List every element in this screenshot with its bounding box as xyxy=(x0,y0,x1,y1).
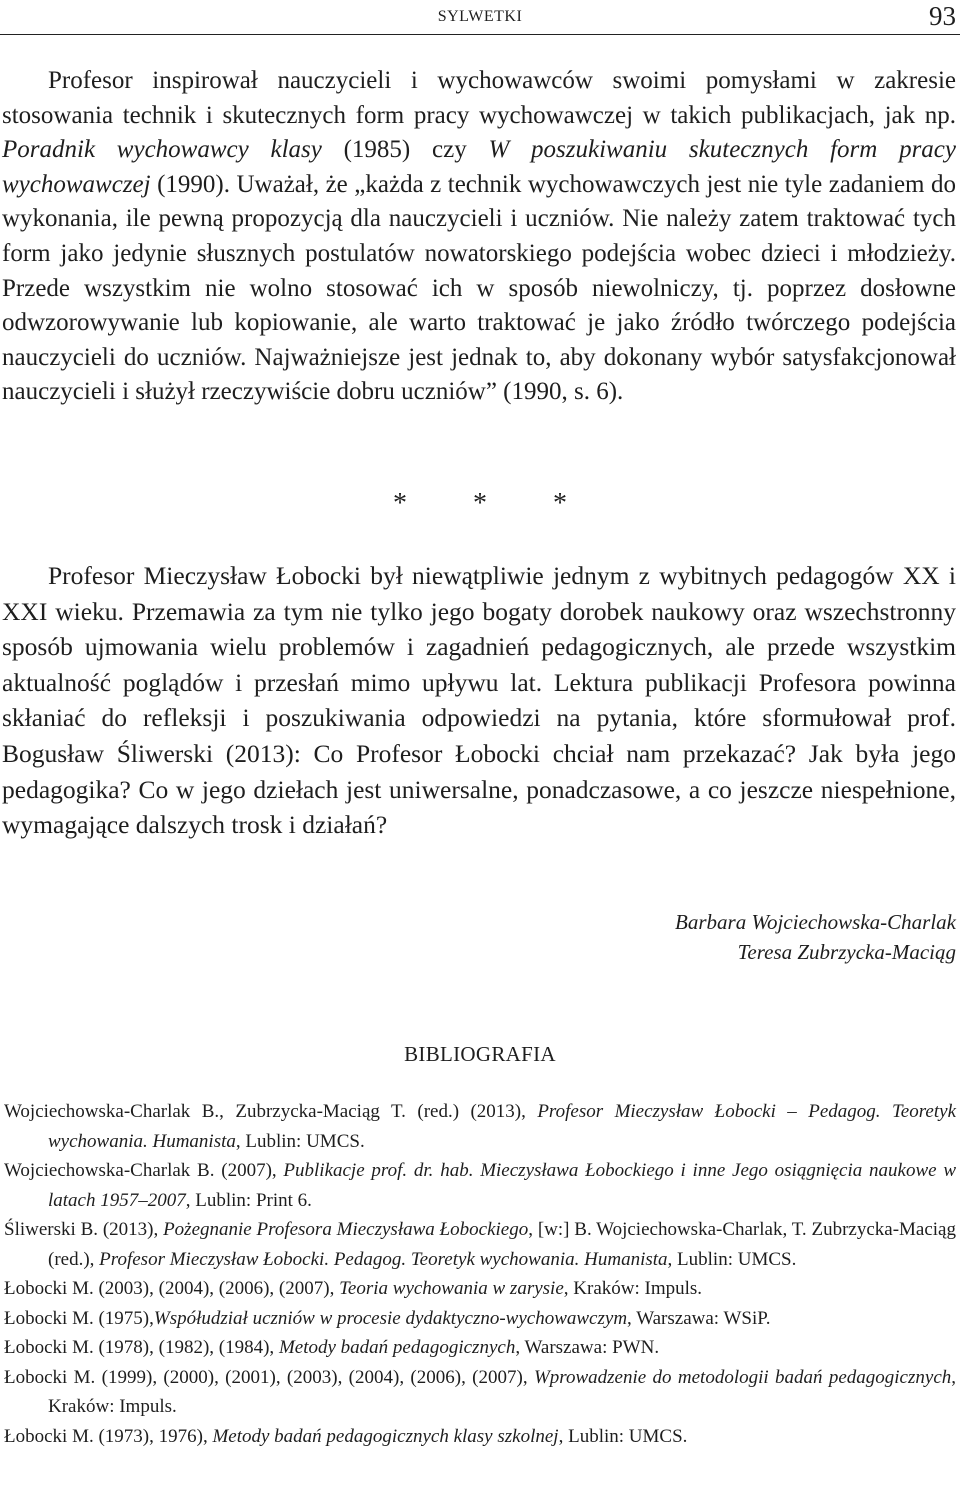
separator-asterisk: * xyxy=(393,488,407,519)
entry-book-title: Profesor Mieczysław Łobocki. Pedagog. Teoretyk wychowania. Humanista xyxy=(99,1248,668,1270)
entry-author: Łobocki M. (2003), (2004), (2006), (2007), xyxy=(4,1278,340,1299)
running-title: SYLWETKI xyxy=(437,8,523,25)
bibliography-entry xyxy=(4,1304,956,1334)
entry-author: Łobocki M. (1975), xyxy=(4,1307,154,1329)
bibliography-entry xyxy=(4,1215,956,1274)
book-title: W poszukiwaniu skutecznych form pracy wychowawczej xyxy=(2,136,956,198)
entry-title: Profesor Mieczysław Łobocki – Pedagog. Teoretyk wychowania. Humanista xyxy=(48,1101,957,1152)
bibliography-entry xyxy=(4,1333,956,1363)
author-signature: Barbara Wojciechowska-Charlak xyxy=(675,910,956,934)
entry-publisher: , Lublin: UMCS. xyxy=(667,1248,797,1270)
separator-asterisk: * xyxy=(553,488,567,519)
entry-publisher: , Lublin: Print 6. xyxy=(185,1189,312,1211)
page-number: 93 xyxy=(929,1,956,31)
entry-author: Łobocki M. (1978), (1982), (1984), xyxy=(4,1337,279,1358)
bibliography-entry xyxy=(4,1274,956,1304)
entry-title: Współudział uczniów w procesie dydaktyczno-wychowawczym xyxy=(153,1307,628,1329)
entry-publisher: , Kraków: Impuls. xyxy=(48,1366,957,1417)
entry-author: Łobocki M. (1999), (2000), (2001), (2003), (2004), (2006), (2007), xyxy=(4,1366,534,1388)
paragraph-text: Profesor Mieczysław Łobocki był niewątpliwie jednym z wybitnych pedagogów XX i XXI wieku. Przemawia za tym nie tylko jego bogaty dorobek naukowy oraz wszechstronny sposób ujmowania wielu problemów i zagadnień pedagogicznych, ale przede wszystkim aktualność poglądów i przesłań mimo upływu lat. Lektura publikacji Profesora powinna skłaniać do refleksji i poszukiwania odpowiedzi na pytania, które sformułował prof. Bogusław Śliwerski (2013): Co Profesor Łobocki chciał nam przekazać? Jak była jego pedagogika? Co w jego dziełach jest uniwersalne, ponadczasowe, a co jeszcze niespełnione, wymagające dalszych trosk i działań? xyxy=(2,561,956,840)
separator-asterisk: * xyxy=(473,488,487,519)
paragraph-text: Profesor inspirował nauczycieli i wychowawców swoimi pomysłami w zakresie stosowania technik i skutecznych form pracy wychowawczej w takich publikacjach, jak np. xyxy=(2,67,956,129)
entry-publisher: , Warszawa: PWN. xyxy=(515,1337,660,1358)
entry-title: Publikacje prof. dr. hab. Mieczysława Łobockiego i inne Jego osiągnięcia naukowe w latach 1957–2007 xyxy=(48,1160,956,1211)
bibliography-entry xyxy=(4,1097,956,1156)
bibliography-heading: BIBLIOGRAFIA xyxy=(404,1042,556,1066)
section-separator xyxy=(0,488,960,520)
bibliography-entry xyxy=(4,1363,956,1422)
entry-author: Śliwerski B. (2013), xyxy=(4,1219,164,1240)
author-signature: Teresa Zubrzycka-Maciąg xyxy=(737,940,956,964)
entry-title: Metody badań pedagogicznych xyxy=(278,1337,516,1358)
entry-publisher: , Warszawa: WSiP. xyxy=(627,1307,771,1329)
entry-title: Wprowadzenie do metodologii badań pedagogicznych xyxy=(533,1366,952,1388)
entry-title: Metody badań pedagogicznych klasy szkolnej xyxy=(212,1425,559,1447)
entry-title: Pożegnanie Profesora Mieczysława Łobockiego xyxy=(163,1219,529,1240)
running-header xyxy=(0,0,960,35)
entry-author: Łobocki M. (1973), 1976), xyxy=(4,1425,213,1447)
entry-publisher: , Lublin: UMCS. xyxy=(558,1425,688,1447)
body-paragraph-2 xyxy=(2,558,956,843)
bibliography-entry xyxy=(4,1422,956,1452)
entry-editors: , [w:] B. Wojciechowska-Charlak, T. Zubrzycka-Maciąg (red.), xyxy=(48,1219,956,1270)
entry-author: Wojciechowska-Charlak B. (2007), xyxy=(4,1160,284,1181)
bibliography-list xyxy=(4,1097,956,1451)
body-paragraph-1 xyxy=(2,64,956,410)
entry-title: Teoria wychowania w zarysie xyxy=(339,1278,564,1299)
entry-author: Wojciechowska-Charlak B., Zubrzycka-Maciąg T. (red.) (2013), xyxy=(4,1101,538,1122)
paragraph-text: (1990). Uważał, że „każda z technik wychowawczych jest nie tyle zadaniem do wykonania, ile pewną propozycją dla nauczycieli i uczniów. Nie należy zatem traktować tych form jako jedynie słusznych postulatów nowatorskiego podejścia wobec dzieci i młodzieży. Przede wszystkim nie wolno stosować ich w sposób niewolniczy, tj. poprzez dosłowne odwzorowywanie lub kopiowanie, ale warto traktować je jako źródło twórczego podejścia nauczycieli do uczniów. Najważniejsze jest jednak to, aby dokonany wybór satysfakcjonował nauczycieli i służył rzeczywiście dobru uczniów” (1990, s. 6). xyxy=(2,170,956,406)
bibliography-entry xyxy=(4,1156,956,1215)
paragraph-text: (1985) czy xyxy=(321,136,489,164)
entry-publisher: , Kraków: Impuls. xyxy=(563,1278,703,1299)
entry-publisher: , Lublin: UMCS. xyxy=(235,1130,365,1152)
book-title: Poradnik wychowawcy klasy xyxy=(2,136,322,164)
